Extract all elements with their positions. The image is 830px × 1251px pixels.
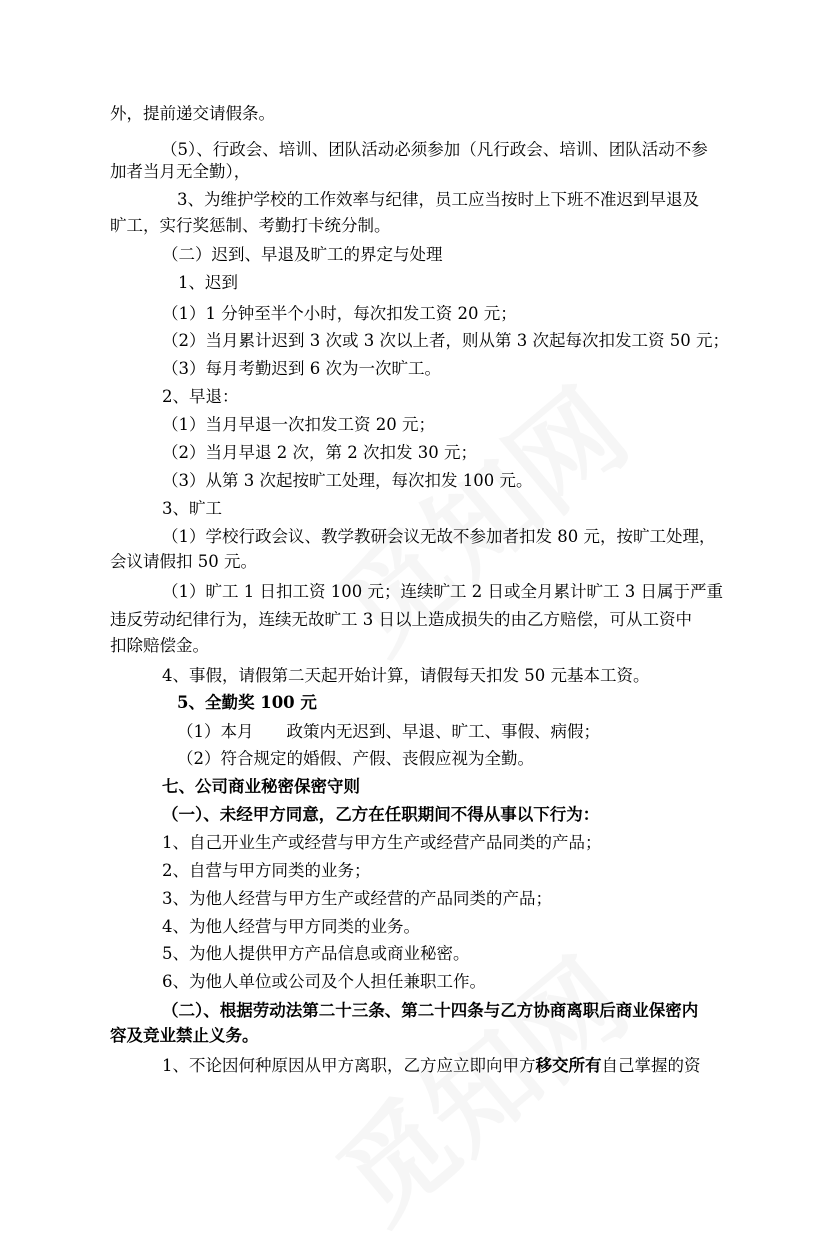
section-heading: 容及竞业禁止义务。 (110, 1026, 259, 1045)
list-item: （2）当月累计迟到 3 次或 3 次以上者，则从第 3 次起每次扣发工资 50 元； (162, 331, 729, 350)
section-heading: （二）迟到、早退及旷工的界定与处理 (162, 245, 443, 264)
section-heading: 七、公司商业秘密保密守则 (162, 777, 360, 796)
list-item: 4、为他人经营与甲方同类的业务。 (162, 917, 420, 936)
list-item: （2）符合规定的婚假、产假、丧假应视为全勤。 (177, 749, 534, 768)
watermark (300, 918, 654, 1251)
paragraph-line: 外，提前递交请假条。 (110, 104, 275, 123)
subsection-heading: 3、旷工 (162, 499, 222, 518)
bold-text-run: 移交所有 (535, 1056, 602, 1075)
text-run: 1、不论因何种原因从甲方离职，乙方应立即向甲方 (162, 1056, 536, 1075)
list-item: （1）本月 政策内无迟到、早退、旷工、事假、病假； (177, 722, 600, 741)
paragraph-line: （5）、行政会、培训、团队活动必须参加（凡行政会、培训、团队活动不参 (161, 140, 708, 159)
watermark (300, 348, 654, 681)
section-heading: （二）、根据劳动法第二十三条、第二十四条与乙方协商离职后商业保密内 (162, 1001, 699, 1020)
text-run: 自己掌握的资 (601, 1056, 701, 1075)
list-item: 3、为他人经营与甲方生产或经营的产品同类的产品； (162, 889, 552, 908)
paragraph-line: 3、为维护学校的工作效率与纪律，员工应当按时上下班不准迟到早退及 (177, 190, 699, 209)
list-item: （1）旷工 1 日扣工资 100 元；连续旷工 2 日或全月累计旷工 3 日属于严重 (162, 582, 723, 601)
subsection-heading: 5、全勤奖 100 元 (177, 693, 317, 712)
list-item: （1）学校行政会议、教学教研会议无故不参加者扣发 80 元，按旷工处理， (162, 527, 716, 546)
paragraph-line: 扣除赔偿金。 (110, 636, 209, 655)
list-item: 6、为他人单位或公司及个人担任兼职工作。 (162, 972, 486, 991)
paragraph-line: 违反劳动纪律行为，连续无故旷工 3 日以上造成损失的由乙方赔偿，可从工资中 (110, 610, 692, 629)
list-item: 5、为他人提供甲方产品信息或商业秘密。 (162, 944, 470, 963)
paragraph-line: 4、事假，请假第二天起开始计算，请假每天扣发 50 元基本工资。 (162, 666, 650, 685)
subsection-heading: 1、迟到 (178, 273, 238, 292)
section-heading: （一）、未经甲方同意，乙方在任职期间不得从事以下行为： (162, 805, 600, 824)
paragraph-line (162, 1056, 701, 1076)
subsection-heading: 2、早退： (162, 387, 239, 406)
list-item: （3）每月考勤迟到 6 次为一次旷工。 (162, 359, 441, 378)
paragraph-line: 加者当月无全勤）， (110, 162, 251, 181)
paragraph-line: 会议请假扣 50 元。 (110, 552, 257, 571)
list-item: （1）当月早退一次扣发工资 20 元； (162, 415, 435, 434)
list-item: （1）1 分钟至半个小时，每次扣发工资 20 元； (162, 304, 517, 323)
list-item: （2）当月早退 2 次，第 2 次扣发 30 元； (162, 443, 477, 462)
list-item: 1、自己开业生产或经营与甲方生产或经营产品同类的产品； (162, 833, 602, 852)
paragraph-line: 旷工，实行奖惩制、考勤打卡统分制。 (110, 216, 391, 235)
list-item: （3）从第 3 次起按旷工处理，每次扣发 100 元。 (162, 471, 533, 490)
list-item: 2、自营与甲方同类的业务； (162, 861, 371, 880)
